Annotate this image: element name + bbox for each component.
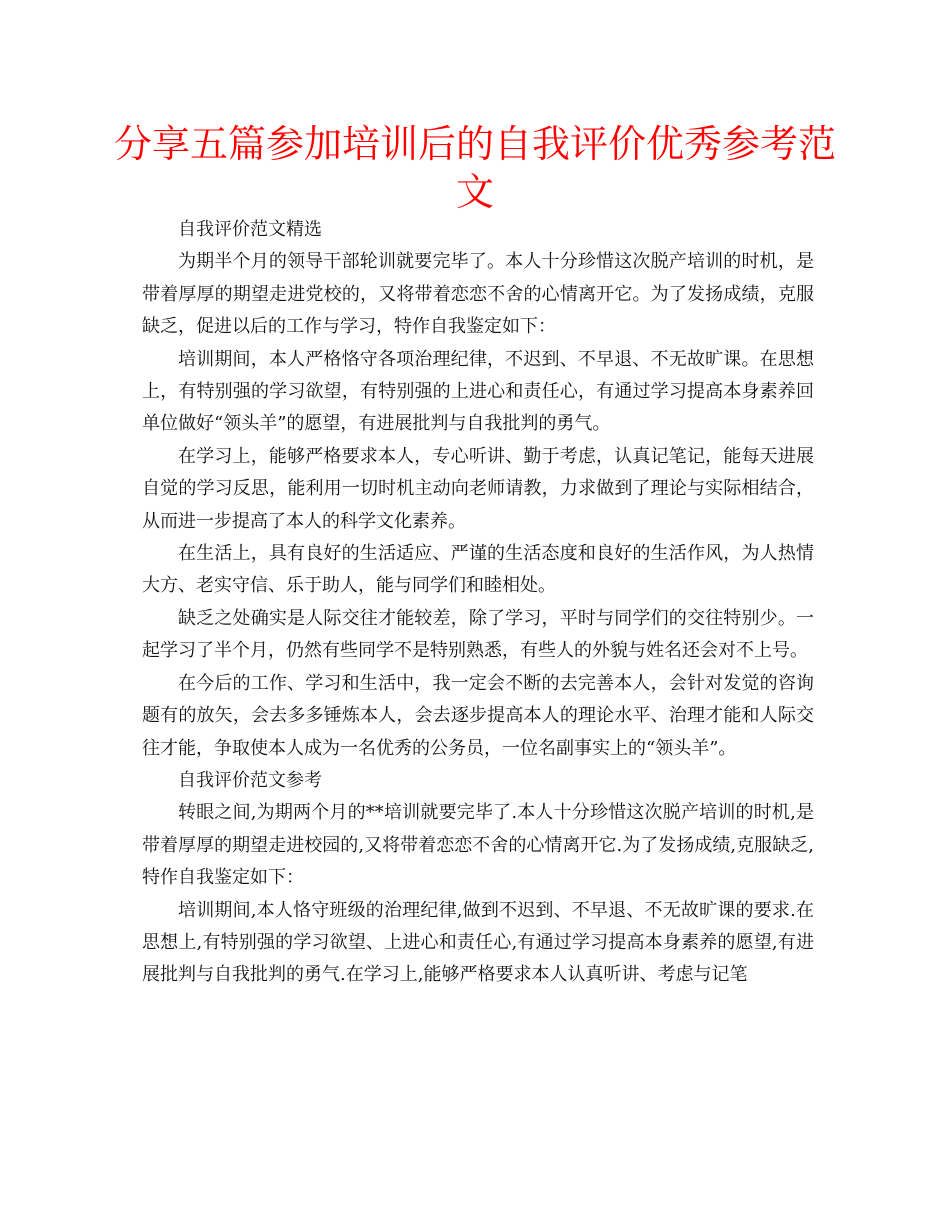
paragraph: 转眼之间,为期两个月的**培训就要完毕了.本人十分珍惜这次脱产培训的时机,是带着厚厚的期望走进校园的,又将带着恋恋不舍的心情离开它.为了发扬成绩,克服缺乏,特作自我鉴定如下：: [142, 802, 814, 889]
paragraph: 在生活上，具有良好的生活适应、严谨的生活态度和良好的生活作风，为人热情大方、老实守信、乐于助人，能与同学们和睦相处。: [142, 543, 814, 597]
paragraph: 培训期间,本人恪守班级的治理纪律,做到不迟到、不早退、不无故旷课的要求.在思想上,有特别强的学习欲望、上进心和责任心,有通过学习提高本身素养的愿望,有进展批判与自我批判的勇气.在学习上,能够严格要求本人认真听讲、考虑与记笔: [142, 899, 814, 986]
paragraph: 在学习上，能够严格要求本人，专心听讲、勤于考虑，认真记笔记，能每天进展自觉的学习反思，能利用一切时机主动向老师请教，力求做到了理论与实际相结合，从而进一步提高了本人的科学文化素养。: [142, 445, 814, 532]
section-heading-2: 自我评价范文参考: [178, 769, 322, 791]
section-heading-1: 自我评价范文精选: [178, 219, 322, 240]
paragraph: 培训期间，本人严格恪守各项治理纪律，不迟到、不早退、不无故旷课。在思想上，有特别强的学习欲望，有特别强的上进心和责任心，有通过学习提高本身素养回单位做好“领头羊”的愿望，有进展批判与自我批判的勇气。: [142, 348, 814, 435]
paragraph: 缺乏之处确实是人际交往才能较差，除了学习，平时与同学们的交往特别少。一起学习了半个月，仍然有些同学不是特别熟悉，有些人的外貌与姓名还会对不上号。: [142, 607, 814, 662]
paragraph: 为期半个月的领导干部轮训就要完毕了。本人十分珍惜这次脱产培训的时机，是带着厚厚的期望走进党校的，又将带着恋恋不舍的心情离开它。为了发扬成绩，克服缺乏，促进以后的工作与学习，特作自我鉴定如下：: [142, 251, 814, 338]
paragraph: 在今后的工作、学习和生活中，我一定会不断的去完善本人，会针对发觉的咨询题有的放矢，会去多多锤炼本人，会去逐步提高本人的理论水平、治理才能和人际交往才能，争取使本人成为一名优秀的公务员，一位名副事实上的“领头羊”。: [142, 672, 814, 759]
document-body: [142, 214, 814, 992]
document-title: 分享五篇参加培训后的自我评价优秀参考范文: [113, 122, 836, 214]
